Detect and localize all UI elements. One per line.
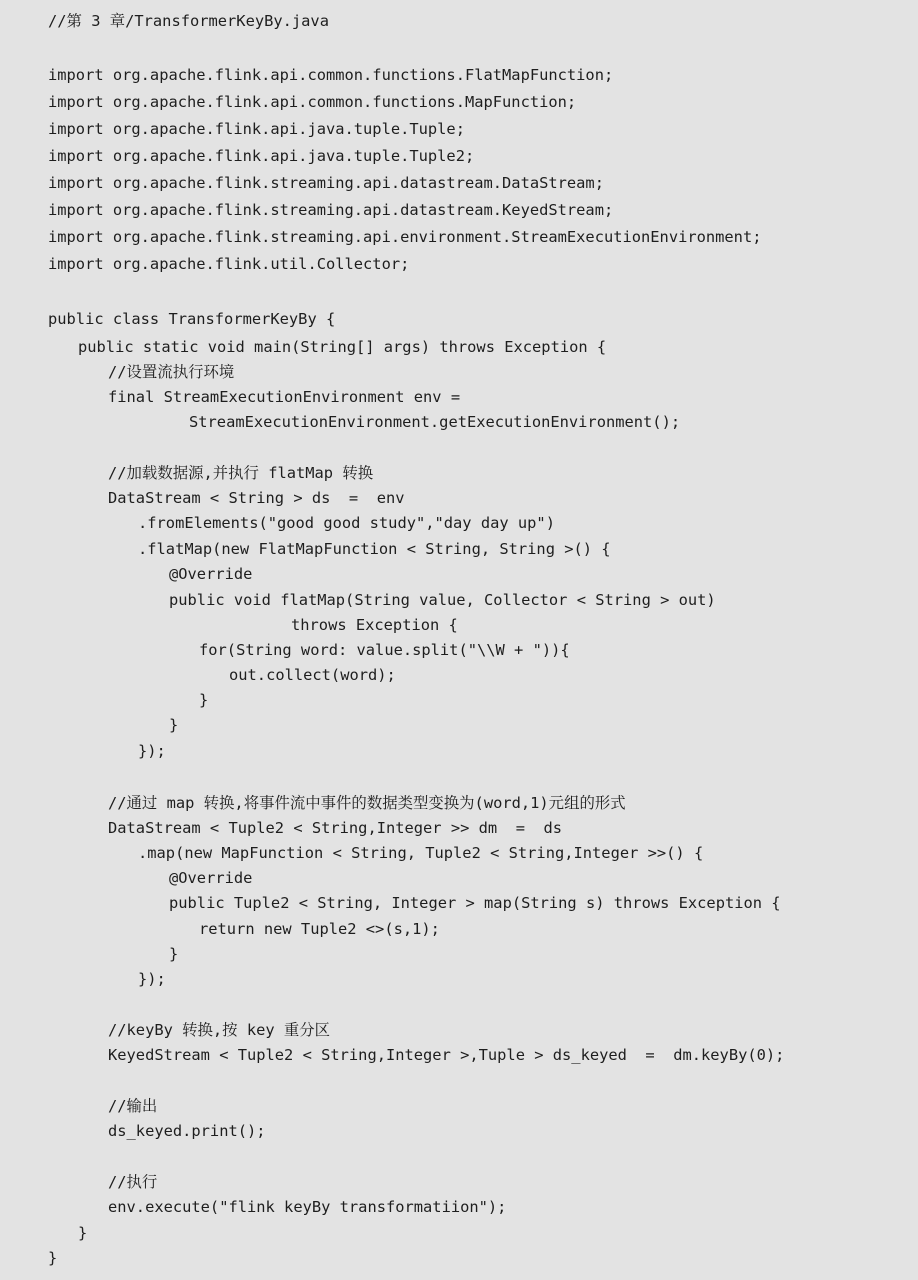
closing-brace: }	[199, 691, 209, 709]
closing-brace: }	[78, 1224, 88, 1242]
code-line: KeyedStream < Tuple2 < String,Integer >,Tuple > ds_keyed = dm.keyBy(0);	[108, 1046, 785, 1064]
code-line: for(String word: value.split("\\W + ")){	[199, 641, 570, 659]
code-line: env.execute("flink keyBy transformatiion");	[108, 1198, 507, 1216]
code-line: .map(new MapFunction < String, Tuple2 < String,Integer >>() {	[138, 844, 704, 862]
import-line: import org.apache.flink.api.java.tuple.Tuple2;	[48, 147, 475, 165]
code-line: return new Tuple2 <>(s,1);	[199, 920, 440, 938]
main-method-declaration: public static void main(String[] args) throws Exception {	[78, 338, 607, 356]
code-line: DataStream < String > ds = env	[108, 489, 405, 507]
import-line: import org.apache.flink.streaming.api.datastream.KeyedStream;	[48, 201, 614, 219]
annotation: @Override	[169, 869, 253, 887]
class-declaration: public class TransformerKeyBy {	[48, 310, 336, 328]
import-line: import org.apache.flink.streaming.api.environment.StreamExecutionEnvironment;	[48, 228, 762, 246]
code-line: out.collect(word);	[229, 666, 396, 684]
import-line: import org.apache.flink.api.common.functions.MapFunction;	[48, 93, 577, 111]
closing-brace: }	[169, 716, 179, 734]
code-comment: //通过 map 转换,将事件流中事件的数据类型变换为(word,1)元组的形式	[108, 794, 626, 812]
closing-brace: }	[169, 945, 179, 963]
import-line: import org.apache.flink.api.common.functions.FlatMapFunction;	[48, 66, 614, 84]
code-comment: //输出	[108, 1097, 158, 1115]
annotation: @Override	[169, 565, 253, 583]
code-line: StreamExecutionEnvironment.getExecutionEnvironment();	[189, 413, 681, 431]
code-line: throws Exception {	[291, 616, 458, 634]
code-comment: //加载数据源,并执行 flatMap 转换	[108, 464, 374, 482]
code-line: public void flatMap(String value, Collector < String > out)	[169, 591, 716, 609]
code-line: DataStream < Tuple2 < String,Integer >> dm = ds	[108, 819, 563, 837]
import-line: import org.apache.flink.api.java.tuple.Tuple;	[48, 120, 465, 138]
filename-comment: //第 3 章/TransformerKeyBy.java	[48, 12, 329, 30]
closing-brace: }	[48, 1249, 58, 1267]
code-comment: //设置流执行环境	[108, 363, 235, 381]
code-comment: //执行	[108, 1173, 158, 1191]
code-comment: //keyBy 转换,按 key 重分区	[108, 1021, 331, 1039]
import-line: import org.apache.flink.util.Collector;	[48, 255, 410, 273]
closing-brace: });	[138, 742, 166, 760]
closing-brace: });	[138, 970, 166, 988]
code-line: .fromElements("good good study","day day up")	[138, 514, 555, 532]
import-line: import org.apache.flink.streaming.api.datastream.DataStream;	[48, 174, 604, 192]
code-line: public Tuple2 < String, Integer > map(String s) throws Exception {	[169, 894, 781, 912]
code-line: final StreamExecutionEnvironment env =	[108, 388, 461, 406]
code-line: ds_keyed.print();	[108, 1122, 266, 1140]
code-line: .flatMap(new FlatMapFunction < String, String >() {	[138, 540, 611, 558]
